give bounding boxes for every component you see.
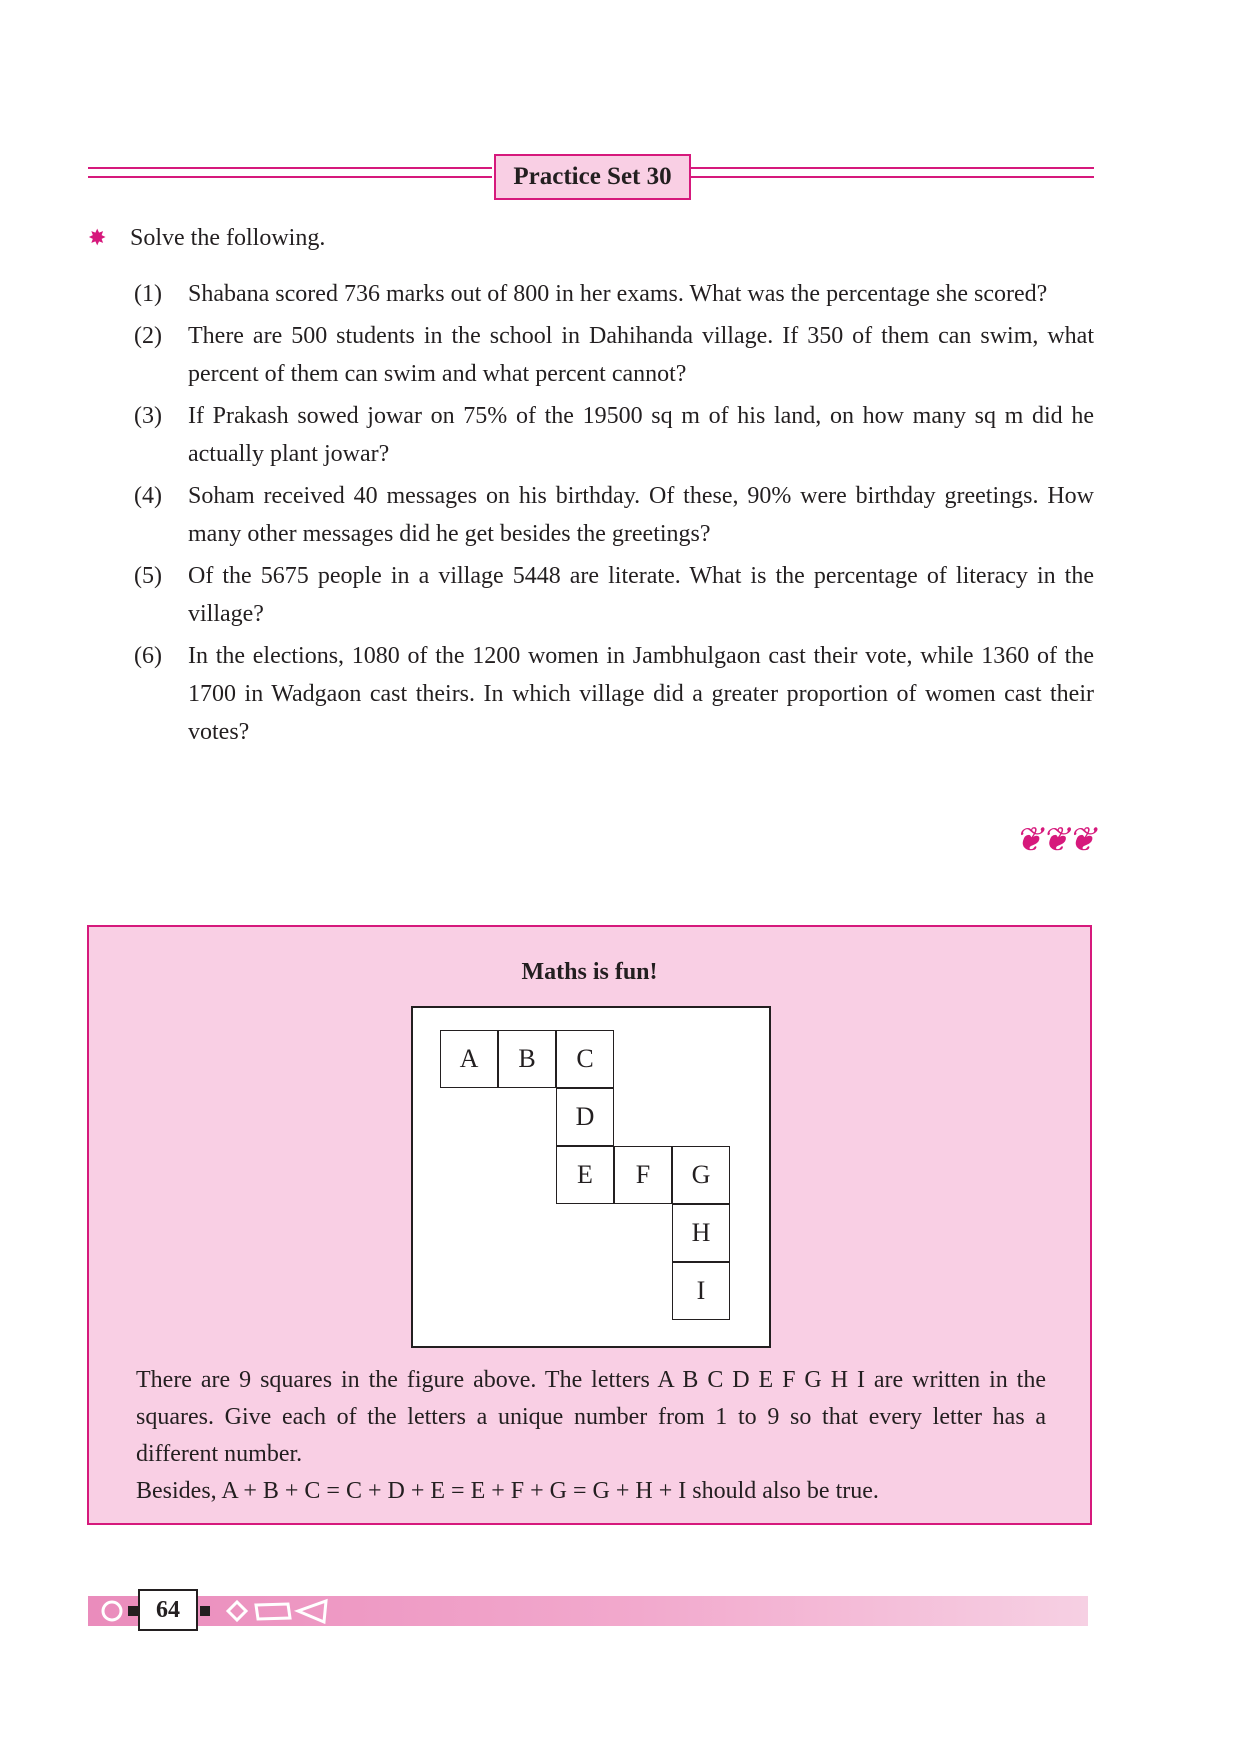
header-rule-left-bottom	[88, 176, 492, 178]
puzzle-square-i: I	[672, 1262, 730, 1320]
puzzle-square-e: E	[556, 1146, 614, 1204]
practice-set-title: Practice Set 30	[494, 154, 691, 200]
question-item	[134, 557, 1094, 633]
puzzle-square-c: C	[556, 1030, 614, 1088]
instruction-line	[88, 225, 325, 252]
puzzle-square-a: A	[440, 1030, 498, 1088]
question-text: If Prakash sowed jowar on 75% of the 19500 sq m of his land, on how many sq m did he actually plant jowar?	[188, 403, 1094, 467]
question-item	[134, 477, 1094, 553]
footer-shapes-icon	[88, 1596, 348, 1628]
question-number: (6)	[134, 643, 162, 669]
question-number: (3)	[134, 403, 162, 429]
fun-box-title: Maths is fun!	[521, 959, 658, 985]
question-text: In the elections, 1080 of the 1200 women in Jambhulgaon cast their vote, while 1360 of the 1700 in Wadgaon cast theirs. In which village did a greater proportion of women cast their votes?	[188, 643, 1094, 745]
puzzle-square-d: D	[556, 1088, 614, 1146]
star-bullet-icon: ✸	[88, 225, 107, 250]
maths-is-fun-box	[87, 925, 1092, 1525]
header-rule-right-bottom	[691, 176, 1094, 178]
question-text: Of the 5675 people in a village 5448 are literate. What is the percentage of literacy in the village?	[188, 563, 1094, 627]
fun-box-text-2: Besides, A + B + C = C + D + E = E + F + G = G + H + I should also be true.	[136, 1478, 879, 1504]
question-item	[134, 275, 1094, 313]
question-item	[134, 637, 1094, 751]
question-number: (1)	[134, 281, 162, 307]
page-number: 64	[138, 1589, 198, 1631]
question-number: (5)	[134, 563, 162, 589]
header-rule-right-top	[691, 167, 1094, 169]
header-rule-left-top	[88, 167, 492, 169]
fun-box-description	[136, 1362, 1046, 1510]
fun-box-text-1: There are 9 squares in the figure above. The letters A B C D E F G H I are written in the squares. Give each of the letters a unique number from 1 to 9 so that every letter has a different number.	[136, 1367, 1046, 1467]
practice-set-header	[88, 154, 1094, 198]
question-text: There are 500 students in the school in Dahihanda village. If 350 of them can swim, what percent of them can swim and what percent cannot?	[188, 323, 1094, 387]
question-list	[134, 275, 1094, 755]
question-number: (2)	[134, 323, 162, 349]
question-item	[134, 317, 1094, 393]
puzzle-square-b: B	[498, 1030, 556, 1088]
instruction-text: Solve the following.	[130, 225, 326, 251]
section-end-ornament-icon: ❦❦❦	[1014, 822, 1094, 859]
puzzle-square-g: G	[672, 1146, 730, 1204]
question-item	[134, 397, 1094, 473]
question-number: (4)	[134, 483, 162, 509]
puzzle-square-h: H	[672, 1204, 730, 1262]
question-text: Shabana scored 736 marks out of 800 in her exams. What was the percentage she scored?	[188, 281, 1048, 307]
question-text: Soham received 40 messages on his birthday. Of these, 90% were birthday greetings. How many other messages did he get besides the greetings?	[188, 483, 1094, 547]
letter-square-puzzle	[411, 1006, 771, 1348]
puzzle-square-f: F	[614, 1146, 672, 1204]
